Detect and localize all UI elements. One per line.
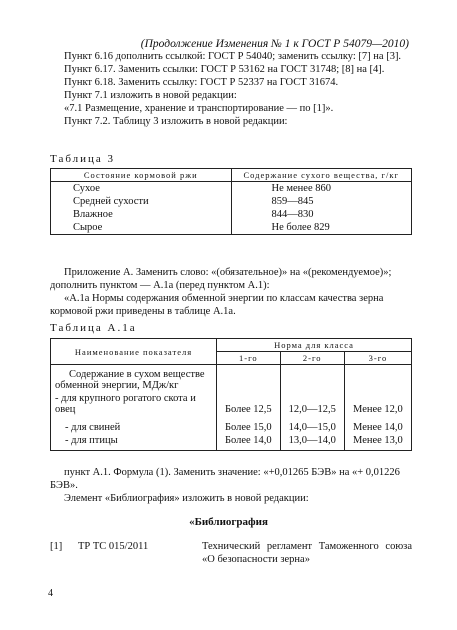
bibliography-code: ТР ТС 015/2011 <box>78 541 149 552</box>
table-row <box>51 221 412 235</box>
table-cell: 844—830 <box>231 208 412 221</box>
intro-line: Пункт 6.16 дополнить ссылкой: ГОСТ Р 54040; заменить ссылку: [7] на [3]. <box>64 51 402 62</box>
table-cell <box>280 365 344 393</box>
table-row <box>51 434 412 451</box>
bibliography-description: Технический регламент Таможенного союза «О безопасности зерна» <box>202 541 412 565</box>
table-cell: Влажное <box>51 208 232 221</box>
table-cell: Более 12,5 <box>217 392 281 416</box>
table-cell: 13,0—14,0 <box>280 434 344 451</box>
table-cell: Более 15,0 <box>217 416 281 434</box>
intro-line: Пункт 7.1 изложить в новой редакции: <box>64 90 237 101</box>
table-row <box>51 195 412 208</box>
after-line: Элемент «Библиография» изложить в новой редакции: <box>64 493 309 504</box>
tableA1a-class-header: 3-го <box>344 352 411 365</box>
table-cell: - для свиней <box>51 416 217 434</box>
tableA1a-norm-header: Норма для класса <box>217 339 412 352</box>
table-cell: 12,0—12,5 <box>280 392 344 416</box>
page-header: (Продолжение Изменения № 1 к ГОСТ Р 54079—2010) <box>140 38 409 50</box>
table3-caption: Таблица 3 <box>50 153 116 165</box>
table-cell <box>344 365 411 393</box>
table-row <box>51 392 412 416</box>
intro-block <box>50 50 410 128</box>
table3-header: Содержание сухого вещества, г/кг <box>231 169 412 182</box>
tableA1a-name-header: Наименование показателя <box>51 339 217 365</box>
middle-line: Приложение А. Заменить слово: «(обязательное)» на «(рекомендуемое)»; <box>64 267 392 278</box>
bibliography-number: [1] <box>50 541 63 552</box>
table-cell: Менее 12,0 <box>344 392 411 416</box>
intro-line: Пункт 6.18. Заменить ссылку: ГОСТ Р 52337 на ГОСТ 31674. <box>64 77 339 88</box>
table-row <box>51 208 412 221</box>
tableA1a-class-header: 1-го <box>217 352 281 365</box>
table-cell: Средней сухости <box>51 195 232 208</box>
table-3 <box>50 168 412 235</box>
table-cell: Более 14,0 <box>217 434 281 451</box>
table-a1a <box>50 338 412 451</box>
middle-line: дополнить пунктом — А.1а (перед пунктом А.1): <box>50 280 270 291</box>
intro-line: «7.1 Размещение, хранение и транспортирование — по [1]». <box>64 103 334 114</box>
table-cell: Менее 14,0 <box>344 416 411 434</box>
table-cell <box>217 365 281 393</box>
after-line: пункт А.1. Формула (1). Заменить значение: «+0,01265 БЭВ» на «+ 0,01226 БЭВ». <box>50 467 400 491</box>
table-cell: - для крупного рогатого скота и овец <box>51 392 217 416</box>
table-cell: Менее 13,0 <box>344 434 411 451</box>
table-row <box>51 182 412 196</box>
table-row <box>51 416 412 434</box>
tableA1a-class-header: 2-го <box>280 352 344 365</box>
table-cell: Сырое <box>51 221 232 235</box>
table-cell: - для птицы <box>51 434 217 451</box>
intro-line: Пункт 7.2. Таблицу 3 изложить в новой редакции: <box>64 116 288 127</box>
table-cell: 859—845 <box>231 195 412 208</box>
table-cell: 14,0—15,0 <box>280 416 344 434</box>
table-row <box>51 365 412 393</box>
page-number: 4 <box>48 588 53 599</box>
after-block <box>50 466 410 505</box>
middle-block <box>50 266 410 318</box>
middle-line: «А.1а Нормы содержания обменной энергии по классам качества зерна кормовой ржи приведены в таблице А.1а. <box>50 293 384 317</box>
table3-header: Состояние кормовой ржи <box>51 169 232 182</box>
tableA1a-caption: Таблица А.1а <box>50 322 137 334</box>
tableA1a-row-title: Содержание в сухом веществе обменной энергии, МДж/кг <box>51 365 217 393</box>
table-cell: Не менее 860 <box>231 182 412 196</box>
table-cell: Не более 829 <box>231 221 412 235</box>
table-cell: Сухое <box>51 182 232 196</box>
intro-line: Пункт 6.17. Заменить ссылки: ГОСТ Р 53162 на ГОСТ 31748; [8] на [4]. <box>64 64 385 75</box>
bibliography-title: «Библиография <box>189 516 268 528</box>
